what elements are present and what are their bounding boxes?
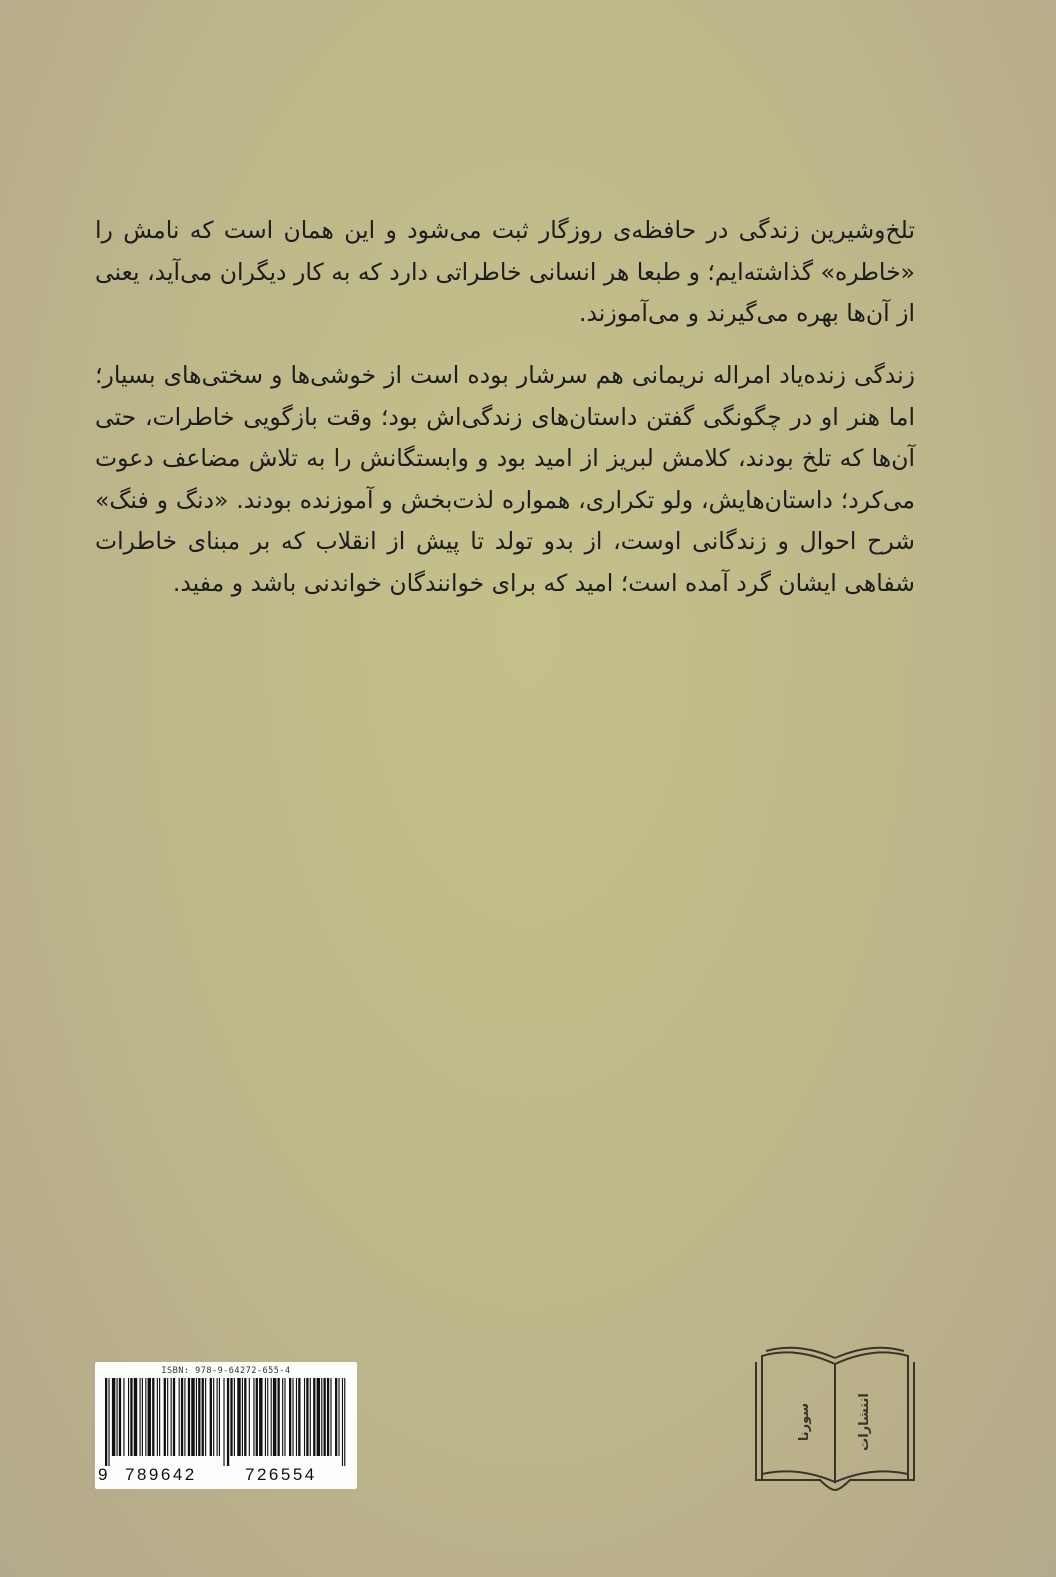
barcode-bar	[296, 1378, 297, 1456]
barcode-bar	[128, 1378, 129, 1456]
barcode-digit-first: 9	[98, 1465, 108, 1484]
barcode-bar	[310, 1378, 311, 1456]
barcode-bar	[273, 1378, 276, 1456]
barcode-bar	[344, 1378, 345, 1466]
barcode-bar	[130, 1378, 132, 1456]
barcode-bar	[171, 1378, 172, 1456]
barcode-bars	[105, 1378, 347, 1466]
barcode-bar	[148, 1378, 151, 1456]
barcode-bar	[191, 1378, 194, 1456]
barcode-digit-group-1: 789642	[125, 1465, 197, 1484]
barcode-bar	[282, 1378, 283, 1456]
barcode-digits	[95, 1465, 357, 1487]
barcode-bar	[256, 1378, 258, 1456]
barcode-bar	[342, 1378, 343, 1466]
barcode-bar	[179, 1378, 180, 1456]
barcode-bar	[196, 1378, 197, 1456]
publisher-name-line-1: انتشارات	[857, 1393, 872, 1451]
barcode-bar	[105, 1378, 107, 1466]
publisher-logo	[750, 1342, 920, 1497]
barcode-bar	[227, 1378, 229, 1466]
barcode-bar	[112, 1378, 115, 1456]
barcode-bar	[278, 1378, 280, 1456]
barcode-bar	[330, 1378, 331, 1456]
barcode-bar	[223, 1378, 224, 1466]
barcode-bar	[142, 1378, 143, 1456]
open-book-icon	[756, 1348, 914, 1490]
barcode-bar	[313, 1378, 315, 1456]
barcode-bar	[267, 1378, 268, 1456]
barcode-bar	[152, 1378, 154, 1456]
barcode-bar	[210, 1378, 212, 1456]
barcode-bar	[304, 1378, 305, 1456]
barcode-bar	[321, 1378, 322, 1456]
barcode-bar	[335, 1378, 337, 1456]
barcode-bar	[117, 1378, 118, 1456]
barcode-bar	[188, 1378, 190, 1456]
barcode-bar	[108, 1378, 109, 1466]
blurb-paragraph-2: زندگی زنده‌یاد امراله نریمانی هم سرشار بوده است از خوشی‌ها و سختی‌های بسیار؛ اما هنر او در چگونگی گفتن داستان‌های زندگی‌اش بود؛ وقت بازگویی خاطرات، حتی آن‌ها که تلخ بودند، کلامش لبریز از امید بود و وابستگانش را به تلاش مضاعف دعوت می‌کرد؛ داستان‌هایش، ولو تکراری، همواره لذت‌بخش و آموزنده بودند. «دنگ و فنگ» شرح احوال و زندگانی اوست، از بدو تولد تا پیش از انقلاب که بر مبنای خاطرات شفاهی ایشان گرد آمده است؛ امید که برای خوانندگان خواندنی باشد و مفید.	[95, 361, 915, 597]
barcode-bar	[217, 1378, 218, 1456]
barcode-bar	[145, 1378, 146, 1456]
barcode-bar	[306, 1378, 308, 1456]
barcode-bar	[289, 1378, 291, 1456]
barcode-bar	[249, 1378, 250, 1456]
barcode-bar	[119, 1378, 121, 1456]
barcode-bar	[271, 1378, 272, 1456]
isbn-barcode	[95, 1362, 357, 1489]
barcode-bar	[324, 1378, 326, 1456]
barcode-bar	[259, 1378, 262, 1456]
barcode-bar	[237, 1378, 240, 1456]
barcode-bar	[140, 1378, 141, 1456]
publisher-name-line-2: سورنا	[797, 1402, 812, 1442]
barcode-bar	[198, 1378, 200, 1456]
barcode-bar	[202, 1378, 204, 1456]
barcode-bar	[123, 1378, 124, 1456]
barcode-bar	[284, 1378, 285, 1456]
barcode-bar	[173, 1378, 175, 1456]
barcode-bar	[327, 1378, 329, 1456]
barcode-bar	[242, 1378, 243, 1456]
barcode-bar	[244, 1378, 246, 1456]
barcode-bar	[159, 1378, 160, 1456]
barcode-bar	[157, 1378, 158, 1456]
barcode-bar	[134, 1378, 137, 1456]
barcode-bar	[213, 1378, 214, 1456]
barcode-bar	[181, 1378, 183, 1456]
isbn-label: ISBN: 978-9-64272-655-4	[161, 1366, 291, 1376]
barcode-bar	[265, 1378, 266, 1456]
barcode-bar	[253, 1378, 254, 1456]
barcode-bar	[230, 1378, 232, 1456]
barcode-bar	[338, 1378, 339, 1456]
blurb-paragraph-1: تلخ‌وشیرین زندگی در حافظه‌ی روزگار ثبت می‌شود و این همان است که نامش را «خاطره» گذاشته‌ایم؛ و طبعا هر انسانی خاطراتی دارد که به کار دیگران می‌آید، یعنی از آن‌ها بهره می‌گیرند و می‌آموزند.	[95, 216, 915, 327]
barcode-bar	[234, 1378, 235, 1456]
barcode-bar	[317, 1378, 320, 1456]
barcode-bar	[205, 1378, 206, 1456]
barcode-bar	[292, 1378, 293, 1456]
barcode-bar	[167, 1378, 168, 1456]
barcode-bar	[164, 1378, 166, 1456]
barcode-bar	[298, 1378, 300, 1456]
barcode-bar	[219, 1378, 220, 1456]
barcode-bar	[184, 1378, 185, 1456]
barcode-digit-group-2: 726554	[245, 1465, 317, 1484]
